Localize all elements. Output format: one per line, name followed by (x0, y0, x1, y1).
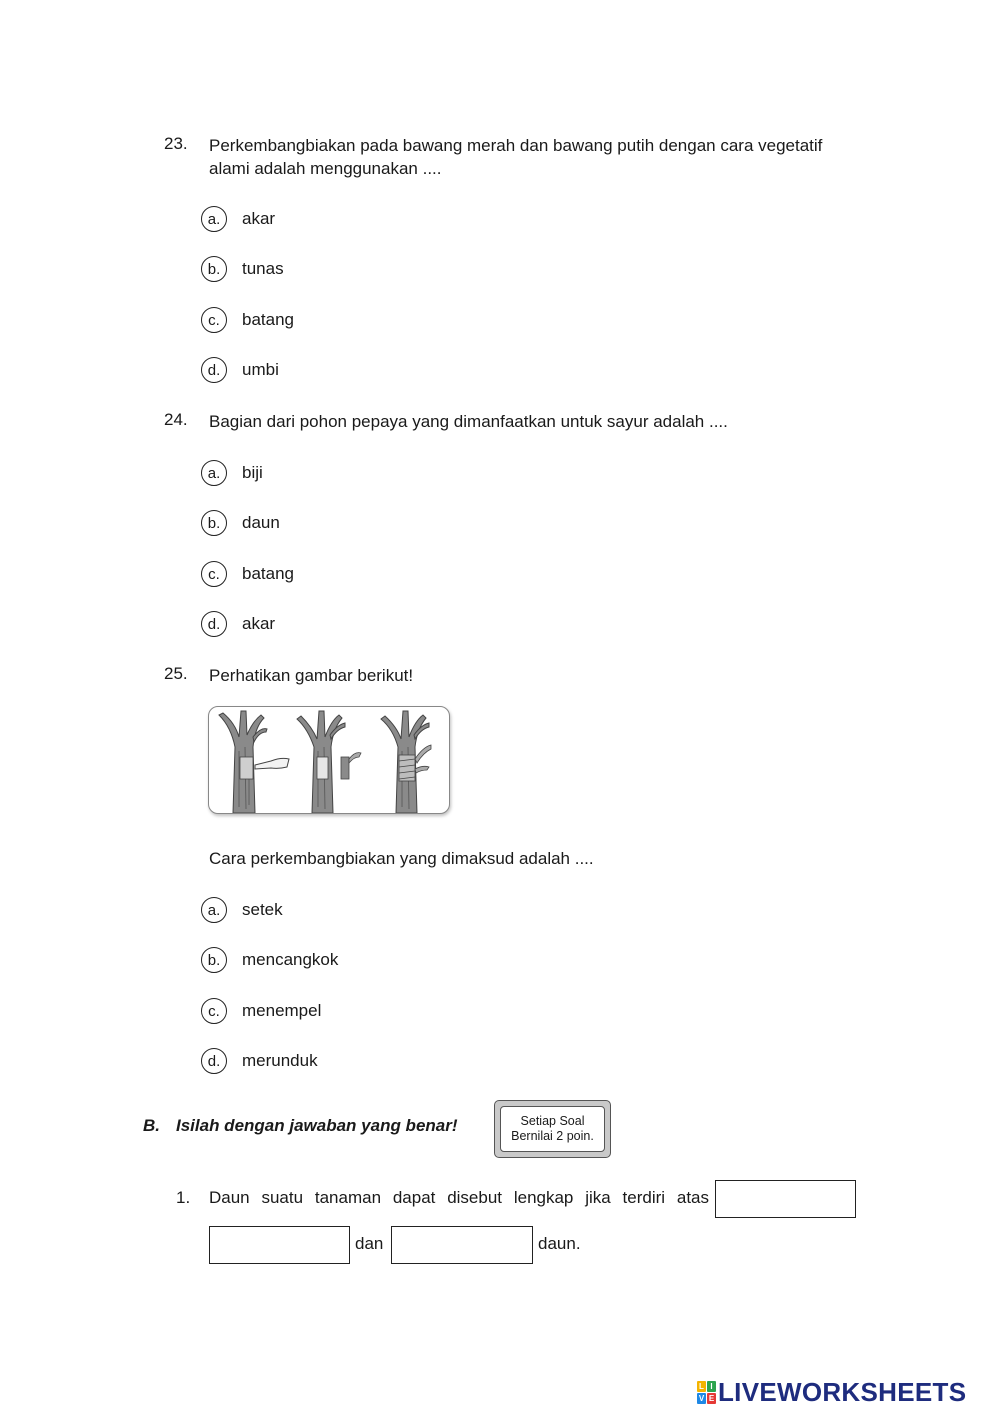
section-b-title: Isilah dengan jawaban yang benar! (176, 1116, 458, 1135)
option-label: akar (242, 209, 276, 228)
question-23-option-b[interactable] (201, 255, 284, 283)
fill-question-1-text: Daun suatu tanaman dapat disebut lengkap jika terdiri atas (209, 1188, 709, 1207)
option-label: menempel (242, 1001, 322, 1020)
question-25-option-c[interactable] (201, 997, 321, 1025)
option-radio[interactable]: d. (201, 1048, 227, 1074)
option-label: daun (242, 513, 280, 532)
question-24-option-d[interactable] (201, 610, 275, 638)
question-23-option-d[interactable] (201, 356, 279, 384)
question-24-option-a[interactable] (201, 459, 263, 487)
logo-tile-e: E (708, 1394, 715, 1403)
option-radio[interactable]: b. (201, 256, 227, 282)
question-24-option-c[interactable] (201, 560, 294, 588)
fill-connector-dan: dan (355, 1234, 384, 1253)
option-label: biji (242, 463, 263, 482)
question-25-prompt: Cara perkembangbiakan yang dimaksud adalah .... (209, 849, 594, 868)
option-label: batang (242, 564, 294, 583)
option-label: mencangkok (242, 950, 339, 969)
question-25-text: Perhatikan gambar berikut! (209, 666, 414, 685)
option-label: akar (242, 614, 276, 633)
points-line1: Setiap Soal (520, 1114, 585, 1128)
points-line2: Bernilai 2 poin. (511, 1129, 594, 1143)
tree-trunks-icon (209, 707, 449, 813)
logo-tile-v: V (698, 1394, 705, 1403)
question-23-option-c[interactable] (201, 306, 294, 334)
question-24-option-b[interactable] (201, 509, 280, 537)
option-label: merunduk (242, 1051, 318, 1070)
option-radio[interactable]: b. (201, 947, 227, 973)
option-radio[interactable]: a. (201, 897, 227, 923)
option-label: setek (242, 900, 283, 919)
fill-question-1-number: 1. (176, 1188, 191, 1207)
option-radio[interactable]: a. (201, 206, 227, 232)
liveworksheets-logo-icon (697, 1381, 716, 1404)
points-badge-inner (500, 1106, 605, 1152)
brand-name: LIVEWORKSHEETS (718, 1377, 967, 1407)
answer-input-3[interactable] (391, 1226, 533, 1264)
question-25-option-d[interactable] (201, 1047, 318, 1075)
option-radio[interactable]: c. (201, 307, 227, 333)
question-23-option-a[interactable] (201, 205, 275, 233)
option-radio[interactable]: c. (201, 561, 227, 587)
question-23-text-line1: Perkembangbiakan pada bawang merah dan bawang putih dengan cara vegetatif (209, 136, 823, 155)
answer-input-1[interactable] (715, 1180, 856, 1218)
grafting-illustration (208, 706, 450, 814)
fill-ending-daun: daun. (538, 1234, 581, 1253)
option-radio[interactable]: b. (201, 510, 227, 536)
question-24-number: 24. (164, 410, 188, 429)
question-25-number: 25. (164, 664, 188, 683)
option-radio[interactable]: a. (201, 460, 227, 486)
answer-input-2[interactable] (209, 1226, 350, 1264)
logo-tile-l: L (697, 1381, 706, 1392)
section-b-label: B. (143, 1116, 160, 1135)
liveworksheets-brand (697, 1377, 966, 1408)
option-radio[interactable]: d. (201, 611, 227, 637)
option-radio[interactable]: c. (201, 998, 227, 1024)
option-label: batang (242, 310, 294, 329)
question-25-option-a[interactable] (201, 896, 283, 924)
option-label: tunas (242, 259, 284, 278)
question-23-number: 23. (164, 134, 188, 153)
points-badge (494, 1100, 611, 1158)
option-label: umbi (242, 360, 279, 379)
question-24-text: Bagian dari pohon pepaya yang dimanfaatkan untuk sayur adalah .... (209, 412, 728, 431)
question-25-option-b[interactable] (201, 946, 338, 974)
option-radio[interactable]: d. (201, 357, 227, 383)
question-23-text-line2: alami adalah menggunakan .... (209, 159, 442, 178)
logo-tile-i: I (707, 1381, 716, 1392)
